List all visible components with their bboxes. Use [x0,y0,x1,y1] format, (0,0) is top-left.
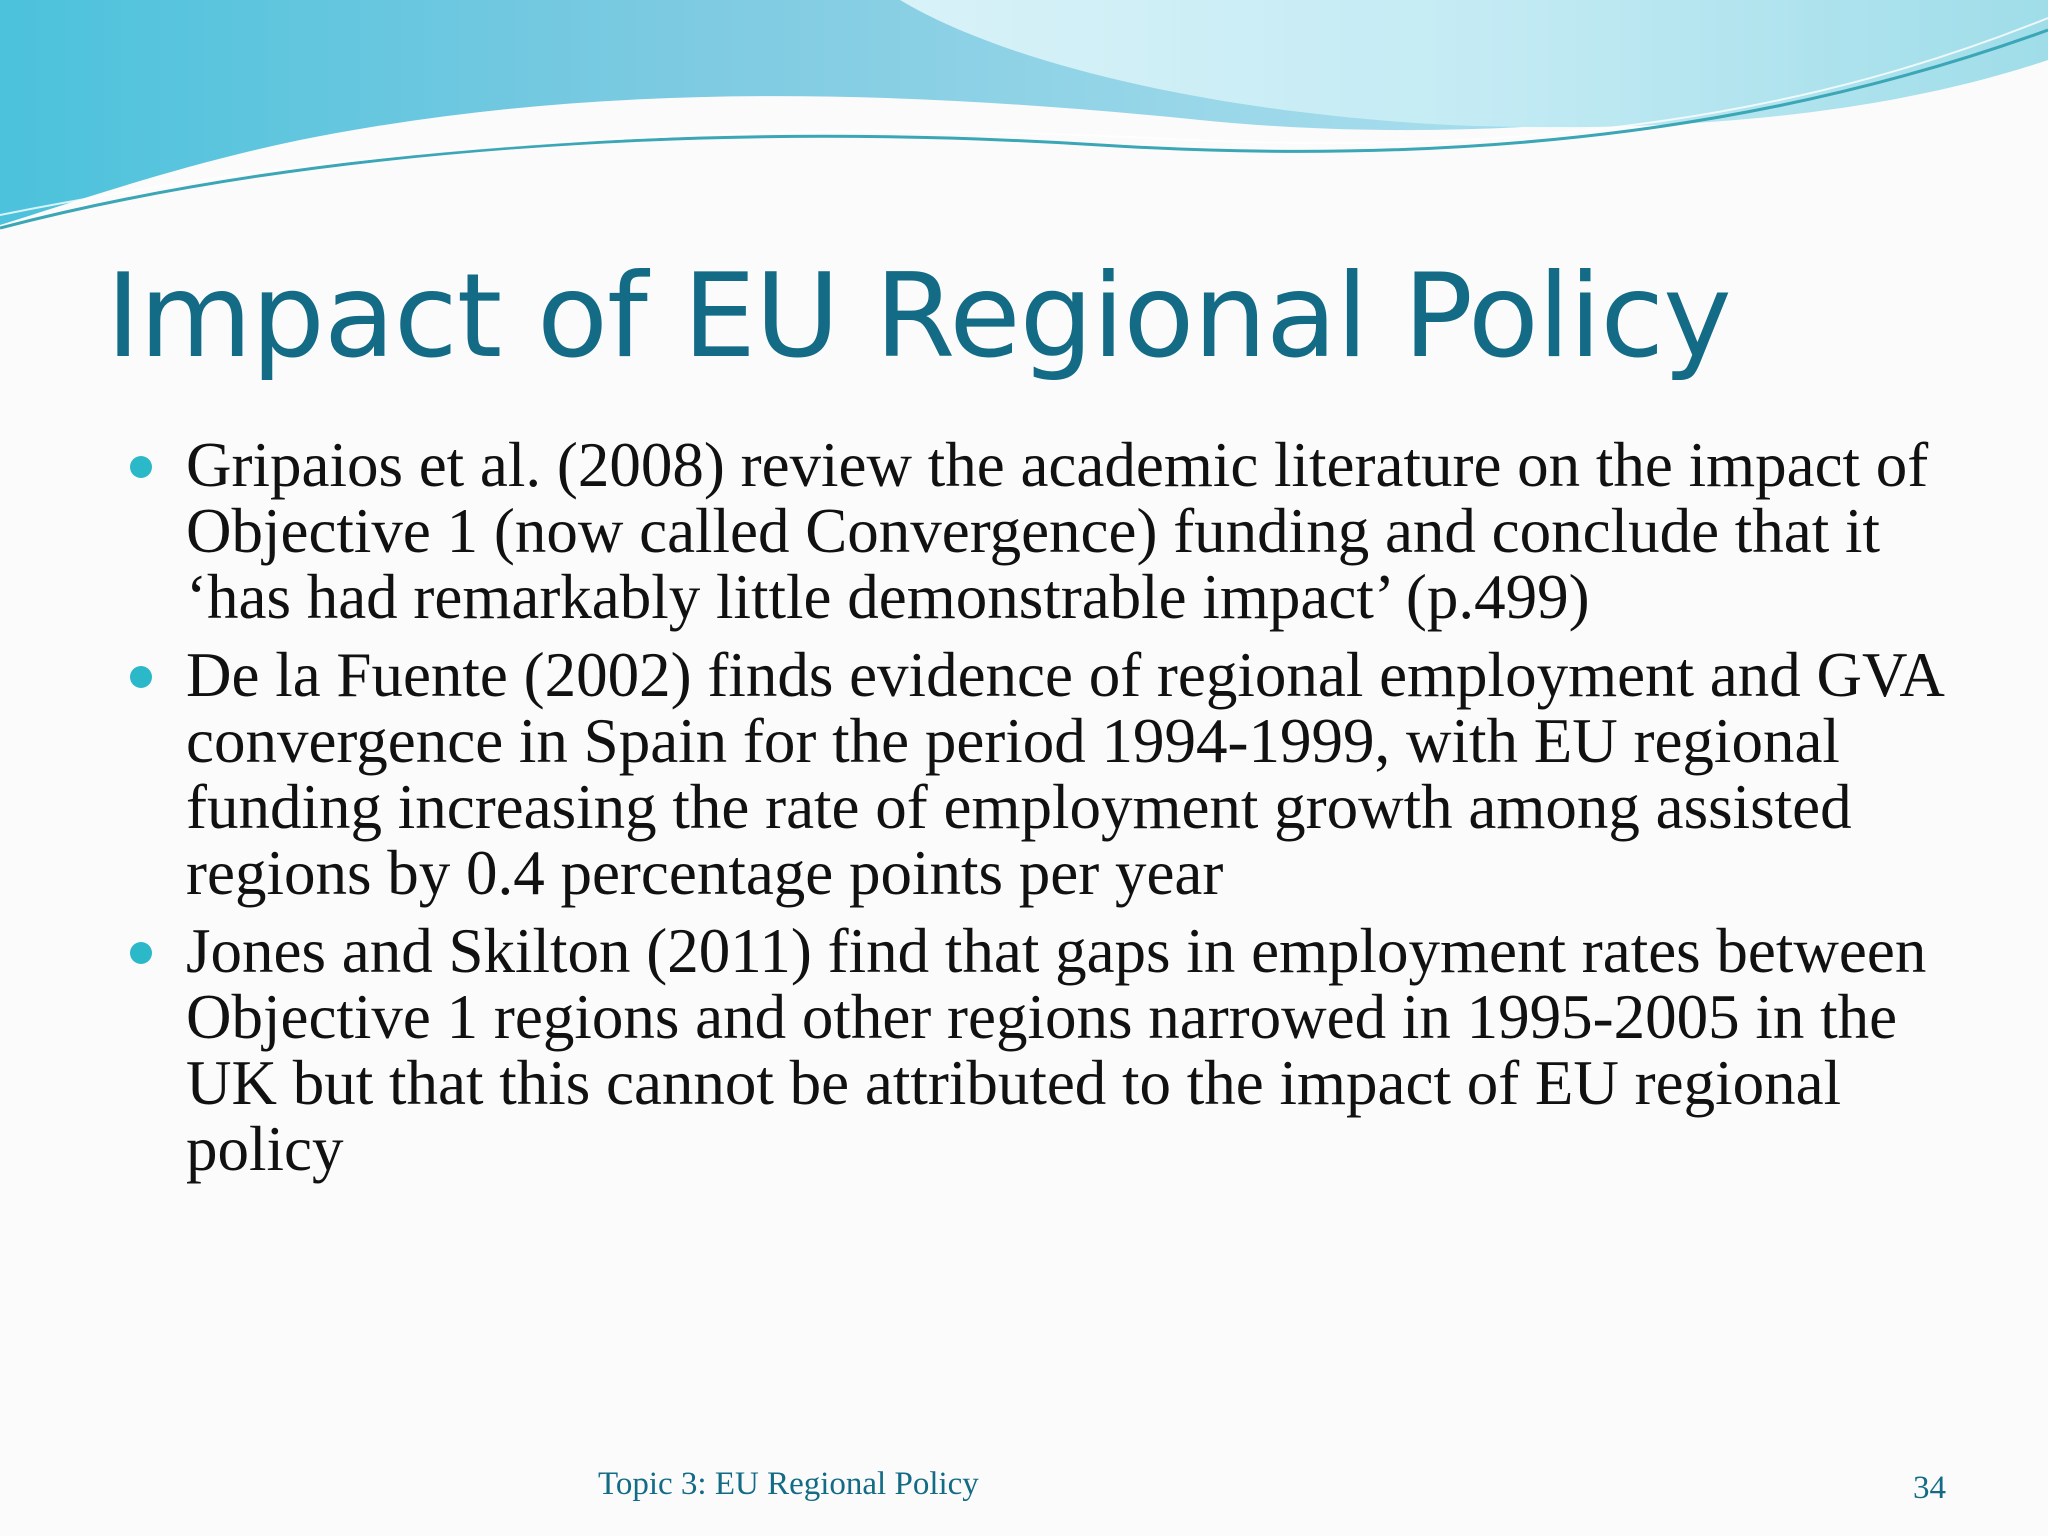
slide-number: 34 [1913,1470,1946,1506]
slide-footer: Topic 3: EU Regional Policy [598,1466,979,1502]
wave-header-decoration [0,0,2048,240]
bullet-text: De la Fuente (2002) finds evidence of regional employment and GVA convergence in Spain for the period 1994-1999, with EU regional funding increasing the rate of employment growth among assisted regions by 0.4 percentage points per year [186,640,1942,908]
list-item [122,918,1942,1182]
bullet-text: Jones and Skilton (2011) find that gaps in employment rates between Objective 1 regions and other regions narrowed in 1995-2005 in the UK but that this cannot be attributed to the impact of EU regional policy [186,916,1927,1184]
bullet-list [122,432,1942,1194]
bullet-icon [130,942,152,964]
list-item [122,432,1942,630]
slide-title: Impact of EU Regional Policy [106,249,1731,384]
bullet-icon [130,666,152,688]
bullet-text: Gripaios et al. (2008) review the academic literature on the impact of Objective 1 (now called Convergence) funding and conclude that it ‘has had remarkably little demonstrable impact’ (p.499) [186,430,1929,632]
list-item [122,642,1942,906]
bullet-icon [130,456,152,478]
